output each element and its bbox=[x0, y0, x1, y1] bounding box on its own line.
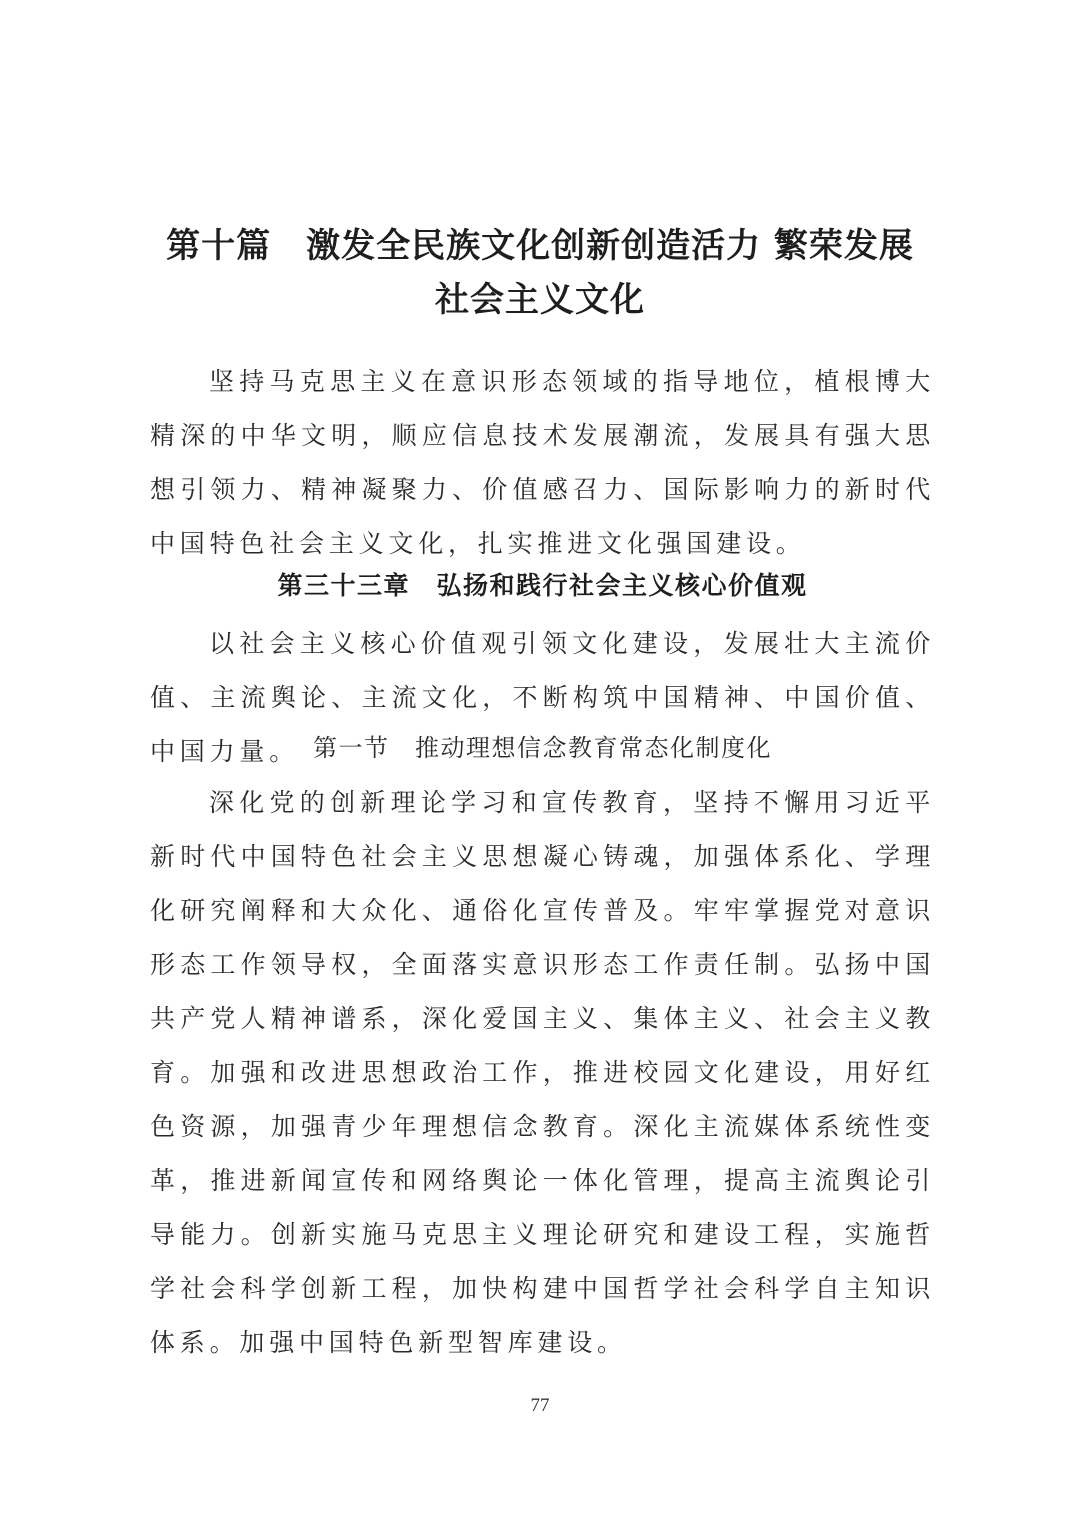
page-number: 77 bbox=[530, 1395, 550, 1416]
intro-paragraph: 坚持马克思主义在意识形态领域的指导地位，植根博大精深的中华文明，顺应信息技术发展潮流，发展具有强大思想引领力、精神凝聚力、价值感召力、国际影响力的新时代中国特色社会主义文化，扎实推进文化强国建设。 bbox=[150, 367, 935, 558]
section-title: 第一节 推动理想信念教育常态化制度化 bbox=[313, 734, 772, 762]
part-title-line-2: 社会主义文化 bbox=[435, 280, 645, 320]
chapter-paragraph: 以社会主义核心价值观引领文化建设，发展壮大主流价值、主流舆论、主流文化，不断构筑中国精神、中国价值、中国力量。 bbox=[150, 629, 935, 766]
part-title-line-1: 第十篇 激发全民族文化创新创造活力 繁荣发展 bbox=[166, 226, 914, 266]
chapter-title: 第三十三章 弘扬和践行社会主义核心价值观 bbox=[277, 571, 808, 600]
section-paragraph: 深化党的创新理论学习和宣传教育，坚持不懈用习近平新时代中国特色社会主义思想凝心铸魂，加强体系化、学理化研究阐释和大众化、通俗化宣传普及。牢牢掌握党对意识形态工作领导权，全面落实意识形态工作责任制。弘扬中国共产党人精神谱系，深化爱国主义、集体主义、社会主义教育。加强和改进思想政治工作，推进校园文化建设，用好红色资源，加强青少年理想信念教育。深化主流媒体系统性变革，推进新闻宣传和网络舆论一体化管理，提高主流舆论引导能力。创新实施马克思主义理论研究和建设工程，实施哲学社会科学创新工程，加快构建中国哲学社会科学自主知识体系。加强中国特色新型智库建设。 bbox=[150, 788, 935, 1357]
